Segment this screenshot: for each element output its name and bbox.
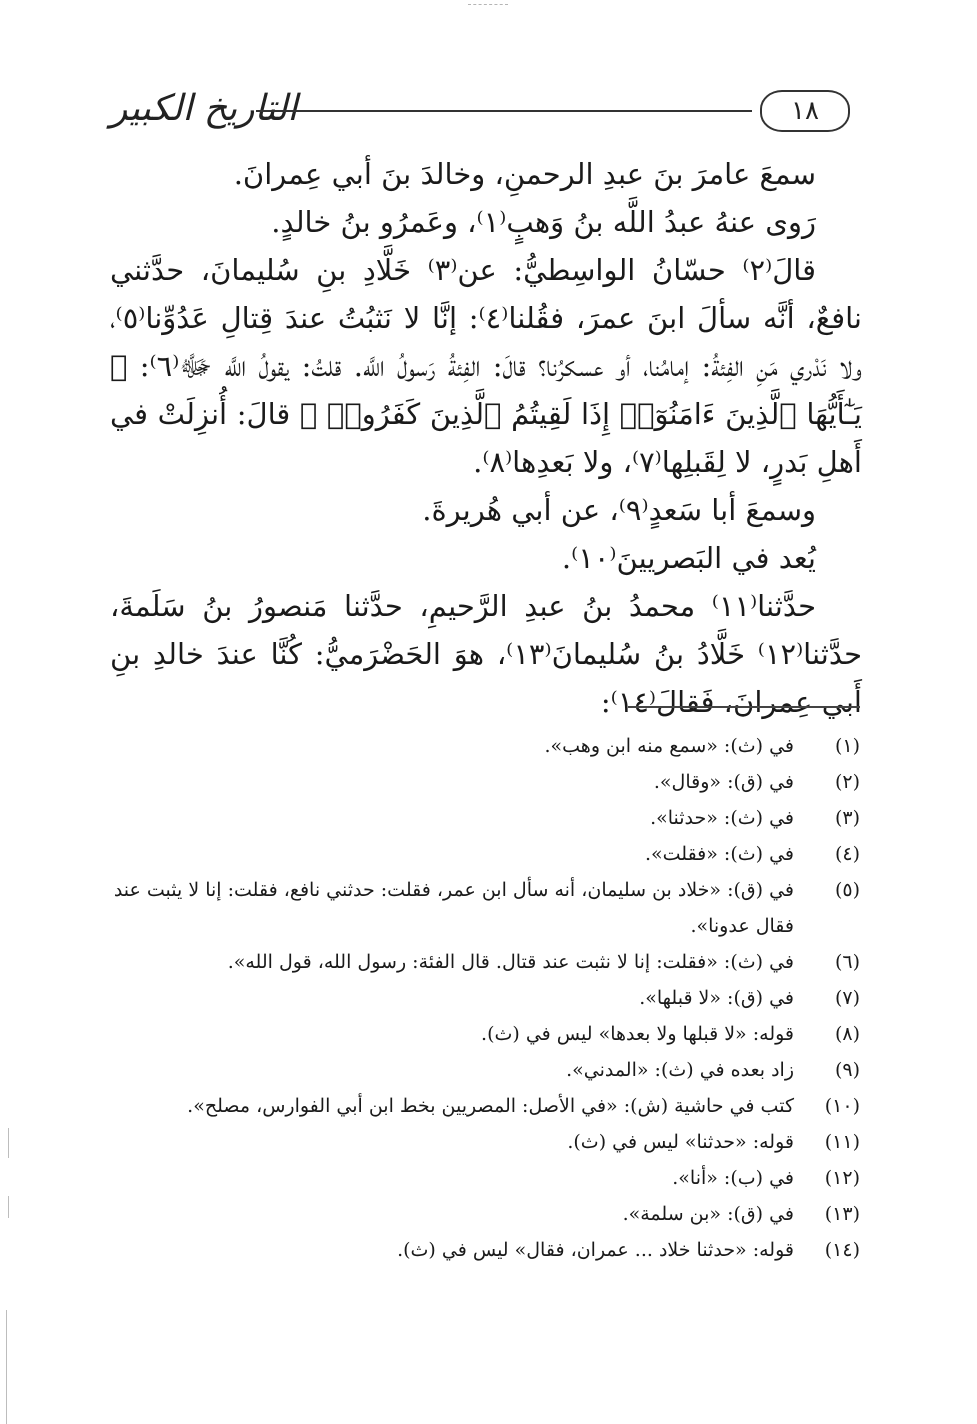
footnote-5 <box>112 872 860 944</box>
footnote-number: (١) <box>834 735 860 757</box>
footnote-number: (٨) <box>834 1023 860 1045</box>
scan-edge-mark <box>8 1196 9 1218</box>
footnote-6 <box>112 944 860 980</box>
footnote-10 <box>112 1088 860 1124</box>
scan-mark <box>468 4 508 7</box>
footnote-13 <box>112 1196 860 1232</box>
footnote-text: في (ث): «سمع منه ابن وهب». <box>544 735 794 757</box>
footnote-number: (٩) <box>834 1059 860 1081</box>
footnote-text: في (ق): «لا قبلها». <box>639 987 794 1009</box>
footnote-9 <box>112 1052 860 1088</box>
header-title: التاريخ الكبير <box>110 88 298 129</box>
footnote-12 <box>112 1160 860 1196</box>
footnotes <box>112 728 860 1268</box>
footnote-text: قوله: «حدثنا» ليس في (ث). <box>567 1131 794 1153</box>
footnote-text: في (ق): «وقال». <box>653 771 794 793</box>
footnote-number: (٤) <box>834 843 860 865</box>
footnote-4 <box>112 836 860 872</box>
footnote-number: (١٣) <box>824 1203 860 1225</box>
footnote-3 <box>112 800 860 836</box>
page-number-badge <box>760 90 850 132</box>
main-text <box>110 150 862 726</box>
footnote-text: في (ث): «حدثنا». <box>650 807 794 829</box>
footnote-14 <box>112 1232 860 1268</box>
footnote-text: في (ب): «أنا». <box>672 1167 794 1189</box>
footnote-2 <box>112 764 860 800</box>
paragraph-3: قالَ⁽٢⁾ حسّانُ الواسِطيُّ: عن⁽٣⁾ خَلَّادِ بنِ سُليمانَ، حدَّثني نافعٌ، أنَّه سألَ ابنَ عمرَ، فقُلنا⁽٤⁾: إنَّا لا نَثبُتُ عندَ قِتالِ عَدُوِّنا⁽٥⁾، ولا نَدْري مَنِ الفِئةُ: إمامُنا، أو عسكرُنا؟ قالَ: الفِئةُ رَسولُ اللَّه. قلتُ: يقولُ اللَّه ﷻ⁽٦⁾: ﴿ يَـٰٓأَيُّهَا ٱلَّذِينَ ءَامَنُوٓا۟ إِذَا لَقِيتُمُ ٱلَّذِينَ كَفَرُوا۟ ﴾ قالَ: أُنزِلَتْ في أَهلِ بَدرٍ، لا لِقَبلِها⁽٧⁾، ولا بَعدِها⁽٨⁾. <box>110 253 863 479</box>
footnote-number: (١١) <box>824 1131 860 1153</box>
paragraph-2: رَوى عنهُ عبدُ اللَّه بنُ وَهبٍ⁽١⁾، وعَمرُو بنُ خالدٍ. <box>271 205 816 239</box>
footnote-number: (٥) <box>834 879 860 901</box>
footnote-number: (٣) <box>834 807 860 829</box>
footnote-number: (١٤) <box>824 1239 860 1261</box>
footnote-number: (١٢) <box>824 1167 860 1189</box>
footnote-8 <box>112 1016 860 1052</box>
footnote-number: (١٠) <box>824 1095 860 1117</box>
footnote-text: في (ق): «خلاد بن سليمان، أنه سأل ابن عمر، فقلت: حدثني نافع، فقلت: إنا لا يثبت عند فقال عدونا». <box>113 879 794 937</box>
paragraph-4: وسمعَ أبا سَعدٍ⁽٩⁾، عن أبي هُريرةَ. <box>422 493 816 527</box>
footnote-number: (٦) <box>834 951 860 973</box>
footnote-text: كتب في حاشية (ش): «في الأصل: المصريين بخط ابن أبي الفوارس، مصلح». <box>187 1095 794 1117</box>
scan-edge-mark <box>8 1128 9 1158</box>
footnote-text: قوله: «حدثنا خلاد ... عمران، فقال» ليس في (ث). <box>397 1239 794 1261</box>
paragraph-1: سمعَ عامرَ بنَ عبدِ الرحمنِ، وخالدَ بنَ أبي عِمرانَ. <box>233 157 816 191</box>
footnote-number: (٢) <box>834 771 860 793</box>
footnote-text: في (ق): «بن سلمة». <box>622 1203 794 1225</box>
footnote-text: في (ث): «فقلت: إنا لا نثبت عند قتال. قال الفئة: رسول الله، قول الله». <box>227 951 794 973</box>
running-header <box>108 86 860 132</box>
footnote-7 <box>112 980 860 1016</box>
paragraph-5: يُعد في البَصريينَ⁽١٠⁾. <box>561 541 816 575</box>
footnote-number: (٧) <box>834 987 860 1009</box>
footnote-1 <box>112 728 860 764</box>
page-number: ١٨ <box>791 96 819 126</box>
footnote-text: زاد بعده في (ث): «المدني». <box>566 1059 794 1081</box>
footnote-separator <box>628 706 860 708</box>
footnote-text: قوله: «لا قبلها ولا بعدها» ليس في (ث). <box>481 1023 794 1045</box>
scan-edge-mark <box>6 1310 7 1424</box>
header-rule <box>256 110 752 112</box>
footnote-11 <box>112 1124 860 1160</box>
footnote-text: في (ث): «فقلت». <box>644 843 794 865</box>
paragraph-6: حدَّثنا⁽١١⁾ محمدُ بنُ عبدِ الرَّحيمِ، حدَّثنا مَنصورُ بنُ سَلَمةَ، حدَّثنا⁽١٢⁾ خَلَّادُ بنُ سُليمانَ⁽١٣⁾، هوَ الحَضْرَميُّ: كُنَّا عندَ خالدِ بنِ أَبي عِمرانَ، فَقالَ⁽١٤⁾: <box>110 589 862 719</box>
